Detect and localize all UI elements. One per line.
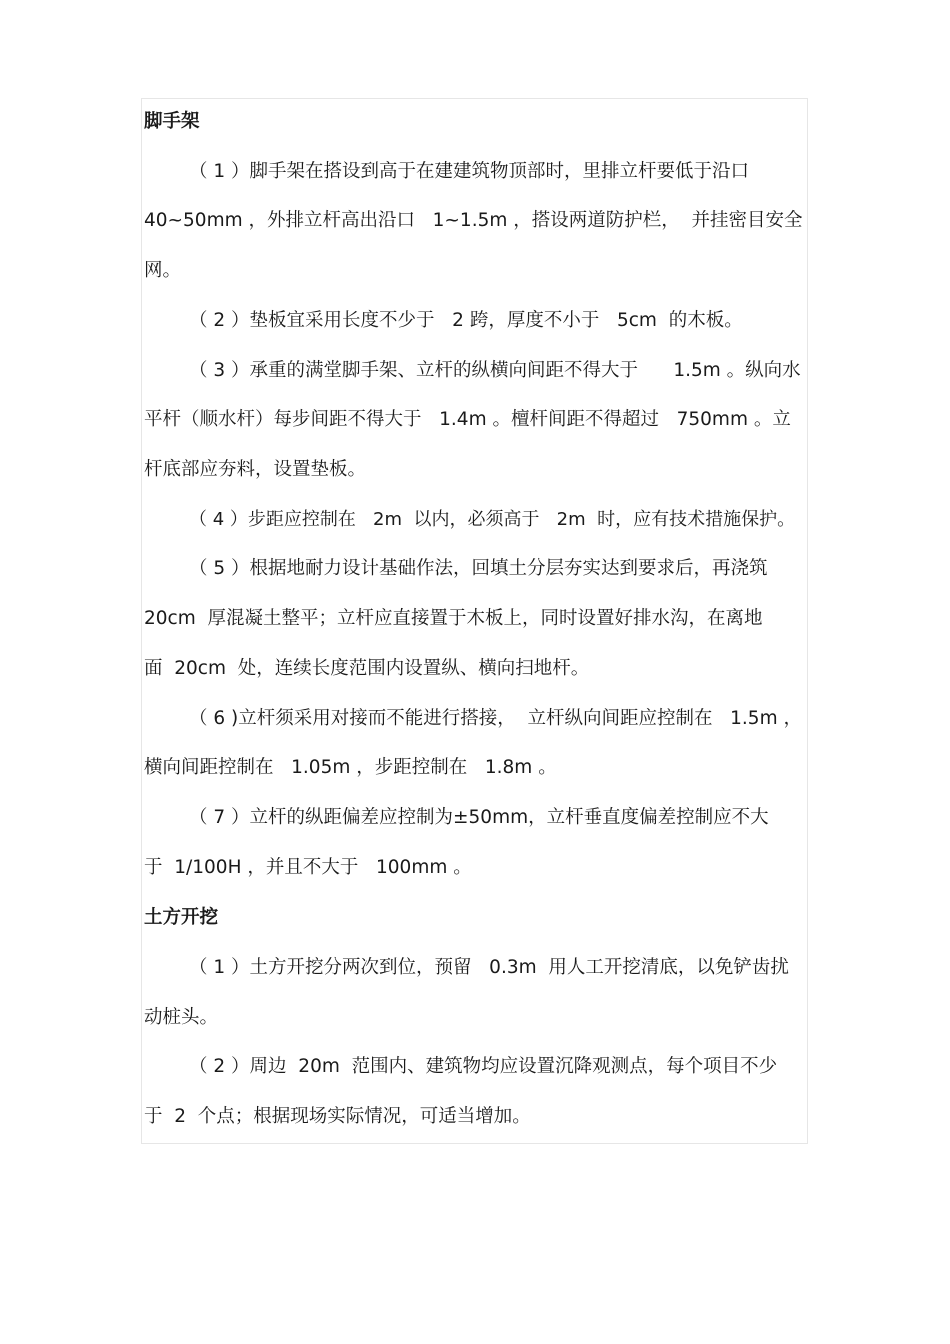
- paragraph-line: （ 4 ）步距应控制在 2m 以内，必须高于 2m 时，应有技术措施保护。: [189, 509, 796, 530]
- paragraph-line: （ 6 )立杆须采用对接而不能进行搭接， 立杆纵向间距应控制在 1.5m ，: [189, 708, 802, 729]
- section-heading-excavation: 土方开挖: [144, 907, 219, 928]
- paragraph-line: 杆底部应夯料，设置垫板。: [144, 459, 367, 480]
- paragraph-line: 面 20cm 处，连续长度范围内设置纵、横向扫地杆。: [144, 658, 590, 679]
- paragraph-line: 网。: [144, 260, 182, 281]
- paragraph-line: 于 2 个点；根据现场实际情况，可适当增加。: [144, 1106, 531, 1127]
- paragraph-line: （ 1 ）脚手架在搭设到高于在建建筑物顶部时，里排立杆要低于沿口: [189, 161, 750, 182]
- paragraph-line: （ 2 ）垫板宜采用长度不少于 2 跨，厚度不小于 5cm 的木板。: [189, 310, 743, 331]
- paragraph-line: 于 1/100H ，并且不大于 100mm 。: [144, 857, 472, 878]
- paragraph-line: （ 2 ）周边 20m 范围内、建筑物均应设置沉降观测点，每个项目不少: [189, 1056, 778, 1077]
- paragraph-line: 平杆（顺水杆）每步间距不得大于 1.4m 。檀杆间距不得超过 750mm 。立: [144, 409, 791, 430]
- paragraph-line: （ 7 ）立杆的纵距偏差应控制为±50mm，立杆垂直度偏差控制应不大: [189, 807, 769, 828]
- paragraph-line: 动桩头。: [144, 1007, 219, 1028]
- paragraph-line: （ 5 ）根据地耐力设计基础作法，回填土分层夯实达到要求后，再浇筑: [189, 558, 768, 579]
- paragraph-line: 横向间距控制在 1.05m ，步距控制在 1.8m 。: [144, 757, 557, 778]
- paragraph-line: 20cm 厚混凝土整平；立杆应直接置于木板上，同时设置好排水沟，在离地: [144, 608, 763, 629]
- paragraph-line: （ 3 ）承重的满堂脚手架、立杆的纵横向间距不得大于 1.5m 。纵向水: [189, 360, 801, 381]
- paragraph-line: （ 1 ）土方开挖分两次到位，预留 0.3m 用人工开挖清底，以免铲齿扰: [189, 957, 789, 978]
- section-heading-scaffold: 脚手架: [144, 111, 200, 132]
- paragraph-line: 40~50mm ，外排立杆高出沿口 1~1.5m ，搭设两道防护栏， 并挂密目安全: [144, 210, 803, 231]
